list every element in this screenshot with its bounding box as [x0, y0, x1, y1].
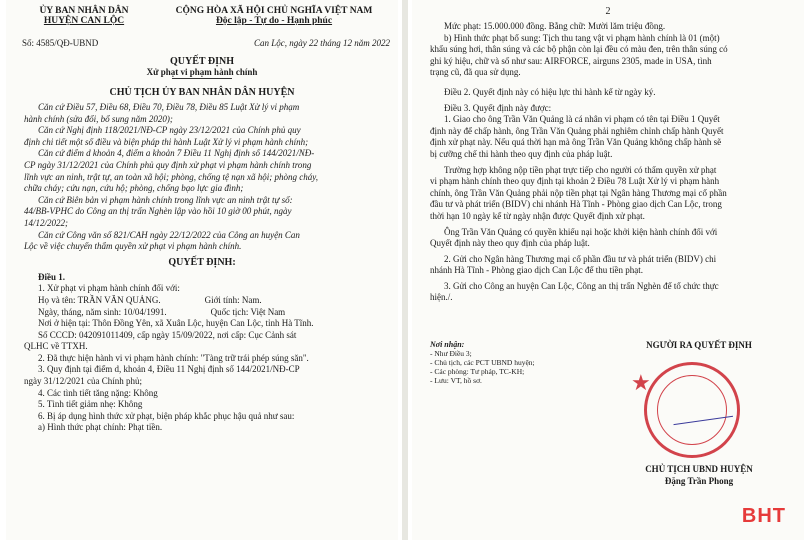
watermark-logo: BHT — [741, 505, 786, 527]
article-1-item-5: 5. Tình tiết giảm nhẹ: Không — [38, 399, 143, 410]
a3-1-line: bị cưỡng chế thi hành theo quy định của pháp luật. — [430, 148, 613, 159]
a3-1b-line: Trường hợp không nộp tiền phạt trực tiếp cho người có thẩm quyền xử phạt — [444, 164, 717, 175]
legal-basis — [6, 102, 398, 253]
violator-dob: Ngày, tháng, năm sinh: 10/04/1991. — [38, 306, 167, 317]
violator-name: Họ và tên: TRẦN VĂN QUẢNG. — [38, 294, 161, 305]
basis-line: Căn cứ Nghị định 118/2021/NĐ-CP ngày 23/12/2021 của Chính phủ quy — [38, 125, 301, 136]
decides-heading: QUYẾT ĐỊNH: — [168, 256, 236, 268]
basis-line: 14/12/2022; — [24, 217, 68, 228]
basis-line: định chi tiết một số điều và biện pháp thi hành Luật Xử lý vi phạm hành chính; — [24, 136, 309, 147]
signer-name: Đặng Trần Phong — [664, 476, 734, 486]
article-1-item-1: 1. Xử phạt vi phạm hành chính đối với: — [38, 283, 180, 294]
basis-line: hành chính (sửa đổi, bổ sung năm 2020); — [24, 113, 173, 124]
violator-address: Nơi ở hiện tại: Thôn Đồng Yên, xã Xuân Lộc, huyện Can Lộc, tỉnh Hà Tĩnh. — [38, 318, 314, 329]
article-2: Điều 2. Quyết định này có hiệu lực thi hành kể từ ngày ký. — [444, 86, 656, 97]
extra-penalty-line: b) Hình thức phạt bổ sung: Tịch thu tang vật vi phạm hành chính là 01 (một) — [444, 32, 720, 43]
basis-line: Căn cứ Biên bản vi phạm hành chính trong lĩnh vực an ninh trật tự số: — [38, 194, 293, 205]
basis-line: lĩnh vực an ninh, trật tự, an toàn xã hội; phòng, chống tệ nạn xã hội; phòng cháy, — [24, 171, 319, 182]
a3-1b-line: vi phạm hành chính theo quy định tại khoản 2 Điều 78 Luật Xử lý vi phạm hành — [430, 176, 720, 187]
basis-line: Lộc về việc chuyển thẩm quyền xử phạt vi phạm hành chính. — [24, 241, 242, 252]
recipients-title: Nơi nhận: — [430, 340, 465, 349]
article-3: Điều 3. Quyết định này được: — [444, 102, 552, 113]
extra-penalty-line: ghi ký hiệu, chữ và số như sau: AIRFORCE, airguns 2305, made in USA, tình — [430, 55, 712, 66]
agency-block — [14, 6, 154, 26]
signer-block — [594, 340, 804, 486]
recipient-item: - Như Điều 3; — [430, 349, 472, 358]
a3-1-line: định này để chấp hành, ông Trần Văn Quảng phải nghiêm chỉnh chấp hành Quyết — [430, 125, 724, 136]
doc-number: Số: 4585/QĐ-UBND — [22, 38, 99, 48]
violator-nationality: Quốc tịch: Việt Nam — [210, 306, 286, 317]
doc-meta — [6, 26, 398, 48]
basis-line: Căn cứ Công văn số 821/CAH ngày 22/12/2022 của Công an huyện Can — [38, 229, 300, 240]
agency-line-1: ỦY BAN NHÂN DÂN — [39, 6, 129, 16]
name-row — [6, 295, 398, 307]
violator-id-1: Số CCCD: 042091011409, cấp ngày 15/09/2022, nơi cấp: Cục Cảnh sát — [38, 329, 297, 340]
extra-penalty-line: trạng cũ, đã qua sử dụng. — [430, 67, 521, 78]
dob-row — [6, 307, 398, 319]
article-1-item-3b: ngày 31/12/2021 của Chính phủ; — [24, 376, 142, 387]
a3-2-line: nhánh Hà Tĩnh - Phòng giao dịch Can Lộc để thu tiền phạt. — [430, 265, 644, 276]
page-1 — [6, 0, 398, 540]
a3-2-line: 2. Gửi cho Ngân hàng Thương mại cổ phần đầu tư và phát triển (BIDV) chi — [444, 253, 717, 264]
a3-1c-line: Quyết định này theo quy định của pháp luật. — [430, 238, 590, 249]
seal-star-icon: ★ — [631, 370, 651, 395]
recipient-item: - Chủ tịch, các PCT UBND huyện; — [430, 358, 535, 367]
basis-line: Căn cứ điểm d khoản 4, điểm a khoản 7 Điều 11 Nghị định số 144/2021/NĐ- — [38, 148, 315, 159]
a3-1c-line: Ông Trần Văn Quảng có quyền khiếu nại hoặc khởi kiện hành chính đối với — [444, 226, 718, 237]
signer-title: CHỦ TỊCH UBND HUYỆN — [645, 464, 753, 474]
decision-subject: Xử phạt vi phạm hành chính — [146, 67, 258, 77]
page-fold — [402, 0, 408, 540]
a3-3-line: 3. Gửi cho Công an huyện Can Lộc, Công an thị trấn Nghèn để tổ chức thực — [444, 280, 719, 291]
article-1-item-3a: 3. Quy định tại điểm d, khoản 4, Điều 11 Nghị định số 144/2021/NĐ-CP — [38, 364, 300, 375]
basis-line: Căn cứ Điều 57, Điều 68, Điều 70, Điều 78, Điều 85 Luật Xử lý vi phạm — [38, 102, 300, 112]
nation-line-1: CỘNG HÒA XÃ HỘI CHỦ NGHĨA VIỆT NAM — [175, 6, 373, 16]
page-2 — [412, 0, 804, 540]
page-number: 2 — [605, 6, 611, 17]
a3-1b-line: chính, ông Trần Văn Quảng phải nộp tiền phạt tại Ngân hàng Thương mại cổ phần — [430, 187, 727, 198]
signature-area — [412, 340, 804, 486]
violator-gender: Giới tính: Nam. — [204, 294, 262, 305]
signer-role: NGƯỜI RA QUYẾT ĐỊNH — [646, 340, 752, 350]
recipient-item: - Lưu: VT, hồ sơ. — [430, 376, 482, 385]
authority-title: CHỦ TỊCH ỦY BAN NHÂN DÂN HUYỆN — [109, 87, 295, 98]
a3-1-line: định xử phạt này. Nếu quá thời hạn mà ông Trần Văn Quảng không chấp hành sẽ — [430, 137, 722, 148]
article-1-item-4: 4. Các tình tiết tăng nặng: Không — [38, 387, 158, 398]
violator-id-2: QLHC về TTXH. — [24, 341, 88, 352]
recipient-item: - Các phòng: Tư pháp, TC-KH; — [430, 367, 525, 376]
a3-1b-line: đầu tư và phát triển (BIDV) chi nhánh Hà Tĩnh - Phòng giao dịch Can Lộc, trong — [430, 199, 722, 210]
nation-line-2: Độc lập - Tự do - Hạnh phúc — [215, 16, 333, 26]
a3-3-line: hiện./. — [430, 292, 453, 303]
article-1-item-6a: a) Hình thức phạt chính: Phạt tiền. — [38, 422, 163, 433]
agency-line-2: HUYỆN CAN LỘC — [43, 16, 125, 26]
extra-penalty-line: khẩu súng hơi, thân súng và các bộ phận còn lại đều có màu đen, trên thân súng có — [430, 44, 728, 55]
basis-line: CP ngày 31/12/2021 của Chính phủ quy định xử phạt vi phạm hành chính trong — [24, 159, 312, 170]
a3-1-line: 1. Giao cho ông Trần Văn Quảng là cá nhân vi phạm có tên tại Điều 1 Quyết — [444, 114, 720, 125]
basis-line: 44/BB-VPHC do Công an thị trấn Nghèn lập vào hồi 10 giờ 00 phút, ngày — [24, 206, 292, 217]
fine-amount: Mức phạt: 15.000.000 đồng. Bằng chữ: Mười lăm triệu đồng. — [444, 21, 666, 31]
article-1-item-2: 2. Đã thực hiện hành vi vi phạm hành chính: "Tàng trữ trái phép súng săn". — [38, 352, 309, 363]
decision-title: QUYẾT ĐỊNH — [170, 56, 234, 67]
article-1-heading: Điều 1. — [38, 271, 65, 282]
article-1-item-6: 6. Bị áp dụng hình thức xử phạt, biện pháp khắc phục hậu quả như sau: — [38, 410, 295, 421]
place-date: Can Lộc, ngày 22 tháng 12 năm 2022 — [254, 38, 390, 48]
basis-line: chữa cháy; cứu nạn, cứu hộ; phòng, chống bạo lực gia đình; — [24, 183, 244, 194]
document-header — [6, 0, 398, 26]
nation-block — [158, 6, 390, 26]
a3-1b-line: thời hạn 10 ngày kể từ ngày nhận được Quyết định xử phạt. — [430, 210, 645, 221]
